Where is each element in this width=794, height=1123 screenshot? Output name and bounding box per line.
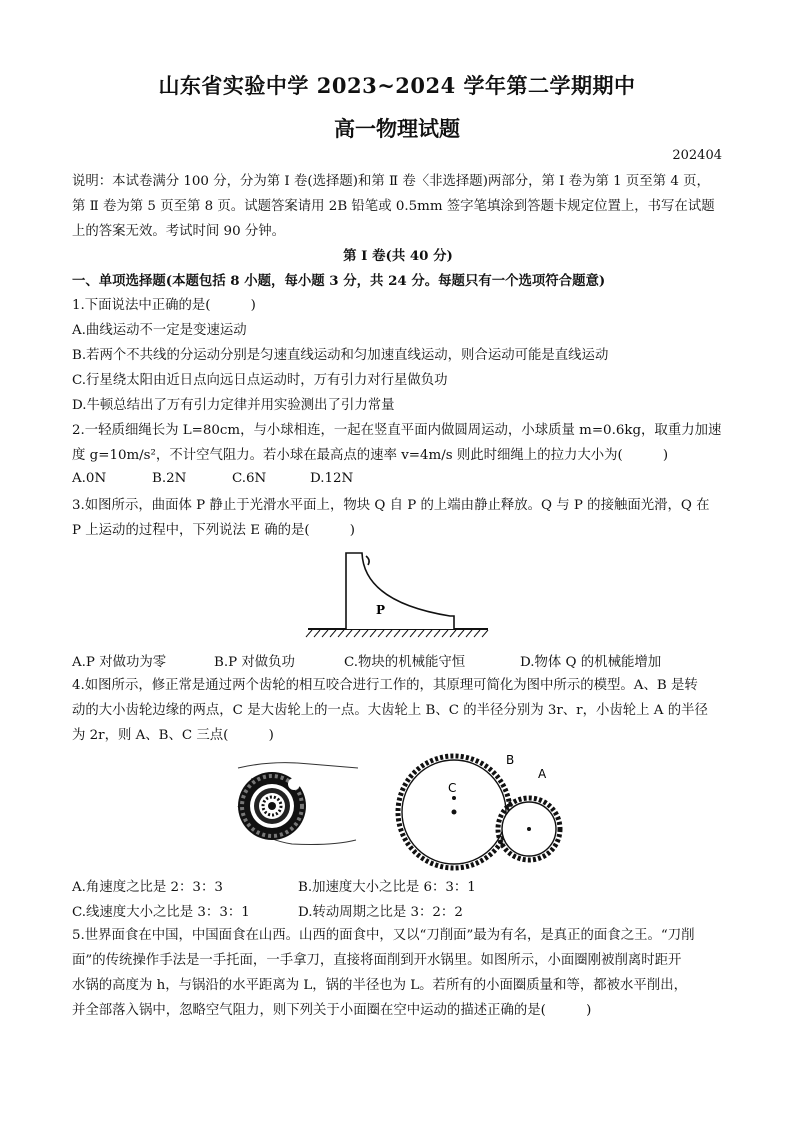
q4-option-a: A.角速度之比是 2：3：3 — [72, 880, 223, 895]
q2-stem-line-2: 度 g=10m/s²，不计空气阻力。若小球在最高点的速率 v=4m/s 则此时细绳上的拉力大小为( ) — [72, 448, 669, 463]
q1-option-b: B.若两个不共线的分运动分别是匀速直线运动和匀加速直线运动，则合运动可能是直线运动 — [72, 348, 609, 363]
section-title: 第 Ⅰ 卷(共 40 分) — [343, 248, 453, 264]
instructions-line-1: 说明：本试卷满分 100 分，分为第 Ⅰ 卷(选择题)和第 Ⅱ 卷〈非选择题)两部分，第 Ⅰ 卷为第 1 页至第 4 页， — [72, 174, 710, 189]
q3-option-a: A.P 对做功为零 — [72, 655, 167, 670]
figure-label-c: C — [448, 781, 457, 795]
q4-option-b: B.加速度大小之比是 6：3：1 — [298, 880, 476, 895]
q2-option-c: C.6N — [232, 471, 267, 486]
q4-option-c: C.线速度大小之比是 3：3：1 — [72, 905, 250, 920]
q2-stem-line-1: 2.一轻质细绳长为 L=80cm，与小球相连，一起在竖直平面内做圆周运动，小球质量 m=0.6kg，取重力加速 — [72, 423, 722, 438]
q3-option-d: D.物体 Q 的机械能增加 — [520, 655, 662, 670]
q3-stem-line-2: P 上运动的过程中，下列说法 E 确的是( ) — [72, 523, 356, 538]
q1-option-c: C.行星绕太阳由近日点向远日点运动时，万有引力对行星做负功 — [72, 373, 448, 388]
q4-stem-line-1: 4.如图所示，修正常是通过两个齿轮的相互咬合进行工作的，其原理可简化为图中所示的模型。A、B 是转 — [72, 678, 698, 693]
q2-option-d: D.12N — [310, 471, 354, 486]
figure-label-b: B — [506, 753, 515, 767]
q5-stem-line-2: 面”的传统操作手法是一手托面，一手拿刀，直接将面削到开水锅里。如图所示，小面圈刚被削离时距开 — [72, 953, 682, 968]
figure-label-p: P — [376, 603, 386, 617]
q5-stem-line-3: 水锅的高度为 h，与锅沿的水平距离为 L，锅的半径也为 L。若所有的小面圈质量和等，都被水平削出， — [72, 978, 687, 993]
instructions-line-3: 上的答案无效。考试时间 90 分钟。 — [72, 224, 286, 239]
q4-stem-line-2: 动的大小齿轮边缘的两点，C 是大齿轮上的一点。大齿轮上 B、C 的半径分别为 3r、r，小齿轮上 A 的半径 — [72, 703, 708, 718]
q2-option-b: B.2N — [152, 471, 187, 486]
instructions-line-2: 第 Ⅱ 卷为第 5 页至第 8 页。试题答案请用 2B 铅笔或 0.5mm 签字笔填涂到答题卡规定位置上，书写在试题 — [72, 199, 715, 214]
q1-option-d: D.牛顿总结出了万有引力定律并用实验测出了引力常量 — [72, 398, 395, 413]
part1-heading: 一、单项选择题(本题包括 8 小题，每小题 3 分，共 24 分。每题只有一个选项符合题意) — [72, 273, 606, 289]
q3-stem-line-1: 3.如图所示，曲面体 P 静止于光滑水平面上，物块 Q 自 P 的上端由静止释放。Q 与 P 的接触面光滑，Q 在 — [72, 498, 710, 513]
gear-model-figure — [392, 752, 572, 872]
figure-label-a: A — [538, 767, 547, 781]
gear-photo-figure — [232, 758, 362, 853]
exam-code: 202404 — [672, 148, 722, 163]
q4-option-d: D.转动周期之比是 3：2：2 — [298, 905, 463, 920]
q3-option-b: B.P 对做负功 — [214, 655, 295, 670]
q1-option-a: A.曲线运动不一定是变速运动 — [72, 323, 247, 338]
q5-stem-line-4: 并全部落入锅中，忽略空气阻力，则下列关于小面圈在空中运动的描述正确的是( ) — [72, 1003, 592, 1018]
q1-stem: 1.下面说法中正确的是( ) — [72, 298, 256, 313]
q5-stem-line-1: 5.世界面食在中国，中国面食在山西。山西的面食中，又以“刀削面”最为有名，是真正的面食之王。“刀削 — [72, 928, 695, 943]
exam-title: 山东省实验中学 2023~2024 学年第二学期期中 — [158, 73, 636, 98]
q4-stem-line-3: 为 2r，则 A、B、C 三点( ) — [72, 728, 274, 743]
q2-option-a: A.0N — [72, 471, 107, 486]
curved-block-figure — [300, 550, 495, 640]
exam-subtitle: 高一物理试题 — [334, 116, 460, 141]
q3-option-c: C.物块的机械能守恒 — [344, 655, 466, 670]
